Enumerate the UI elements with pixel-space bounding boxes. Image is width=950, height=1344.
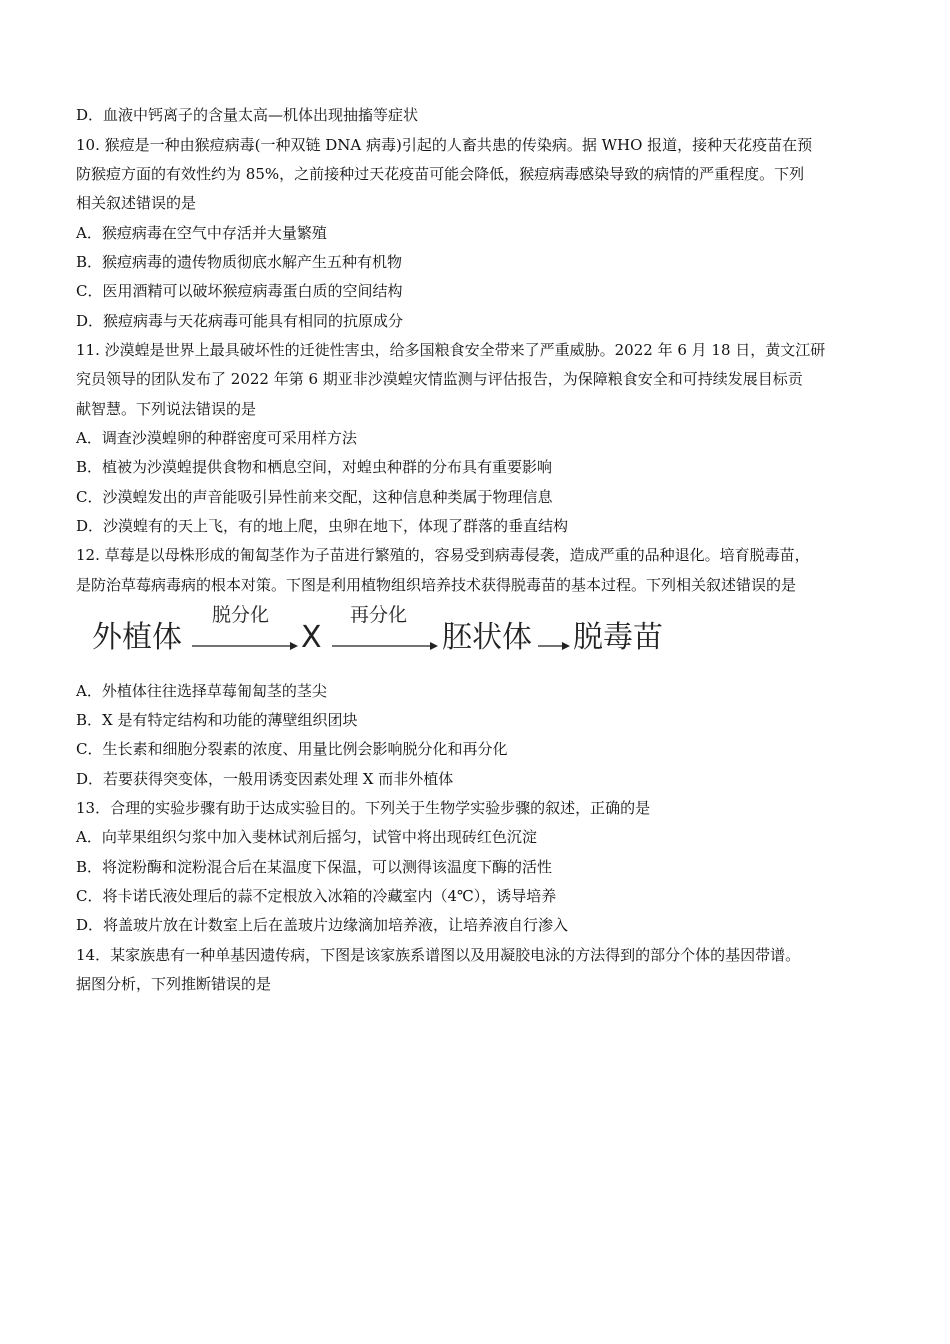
option-d: D．将盖玻片放在计数室上后在盖玻片边缘滴加培养液，让培养液自行渗入 xyxy=(76,916,569,934)
redifferentiation-label: 再分化 xyxy=(350,604,408,626)
question-12-stem: 12. 草莓是以母株形成的匍匐茎作为子苗进行繁殖的，容易受到病毒侵袭，造成严重的品种退化。培育脱毒苗， xyxy=(76,546,810,564)
question-13-stem: 13．合理的实验步骤有助于达成实验目的。下列关于生物学实验步骤的叙述，正确的是 xyxy=(76,799,651,817)
option-d: D．沙漠蝗有的天上飞，有的地上爬，虫卵在地下，体现了群落的垂直结构 xyxy=(76,517,569,535)
option-b: B．将淀粉酶和淀粉混合后在某温度下保温，可以测得该温度下酶的活性 xyxy=(76,858,553,876)
question-14-stem: 14．某家族患有一种单基因遗传病，下图是该家族系谱图以及用凝胶电泳的方法得到的部分个体的基因带谱。 xyxy=(76,946,801,964)
option-c: C．沙漠蝗发出的声音能吸引异性前来交配，这种信息种类属于物理信息 xyxy=(76,488,553,506)
option-c: C．将卡诺氏液处理后的蒜不定根放入冰箱的冷藏室内（4℃），诱导培养 xyxy=(76,887,557,905)
text-line: 究员领导的团队发布了 2022 年第 6 期亚非沙漠蝗灾情监测与评估报告，为保障粮食安全和可持续发展目标贡 xyxy=(76,370,803,388)
text-line: 是防治草莓病毒病的根本对策。下图是利用植物组织培养技术获得脱毒苗的基本过程。下列相关叙述错误的是 xyxy=(76,576,797,594)
option-b: B．X 是有特定结构和功能的薄壁组织团块 xyxy=(76,711,358,729)
arrowhead xyxy=(562,642,570,650)
option-a: A．调查沙漠蝗卵的种群密度可采用样方法 xyxy=(76,429,357,447)
text-line: 献智慧。下列说法错误的是 xyxy=(76,400,257,418)
arrowhead xyxy=(430,642,438,650)
option-c: C．医用酒精可以破坏猴痘病毒蛋白质的空间结构 xyxy=(76,282,403,300)
explant-label: 外植体 xyxy=(92,620,182,655)
question-10-stem: 10. 猴痘是一种由猴痘病毒(一种双链 DNA 病毒)引起的人畜共患的传染病。据 WHO 报道，接种天花疫苗在预 xyxy=(76,136,813,154)
option-a: A．外植体往往选择草莓匍匐茎的茎尖 xyxy=(76,682,327,700)
option-a: A．猴痘病毒在空气中存活并大量繁殖 xyxy=(76,224,327,242)
question-11-stem: 11. 沙漠蝗是世界上最具破坏性的迁徙性害虫，给多国粮食安全带来了严重威胁。2022 年 6 月 18 日，黄文江研 xyxy=(76,341,826,359)
option-a: A．向苹果组织匀浆中加入斐林试剂后摇匀，试管中将出现砖红色沉淀 xyxy=(76,828,537,846)
option-b: B．猴痘病毒的遗传物质彻底水解产生五种有机物 xyxy=(76,253,403,271)
option-d: D．若要获得突变体，一般用诱变因素处理 X 而非外植体 xyxy=(76,770,454,788)
text-line: 据图分析，下列推断错误的是 xyxy=(76,975,272,993)
virus-free-seedling-label: 脱毒苗 xyxy=(573,620,663,655)
option-b: B．植被为沙漠蝗提供食物和栖息空间，对蝗虫种群的分布具有重要影响 xyxy=(76,458,553,476)
arrowhead xyxy=(290,642,298,650)
text-line: 防猴痘方面的有效性约为 85%，之前接种过天花疫苗可能会降低，猴痘病毒感染导致的病情的严重程度。下列 xyxy=(76,165,805,183)
text-line: D．血液中钙离子的含量太高—机体出现抽搐等症状 xyxy=(76,106,419,124)
x-label: X xyxy=(301,620,322,655)
dedifferentiation-label: 脱分化 xyxy=(212,604,270,626)
option-c: C．生长素和细胞分裂素的浓度、用量比例会影响脱分化和再分化 xyxy=(76,740,508,758)
text-line: 相关叙述错误的是 xyxy=(76,194,197,212)
option-d: D．猴痘病毒与天花病毒可能具有相同的抗原成分 xyxy=(76,312,404,330)
embryoid-label: 胚状体 xyxy=(442,620,532,655)
tissue-culture-flow-diagram xyxy=(92,604,692,666)
